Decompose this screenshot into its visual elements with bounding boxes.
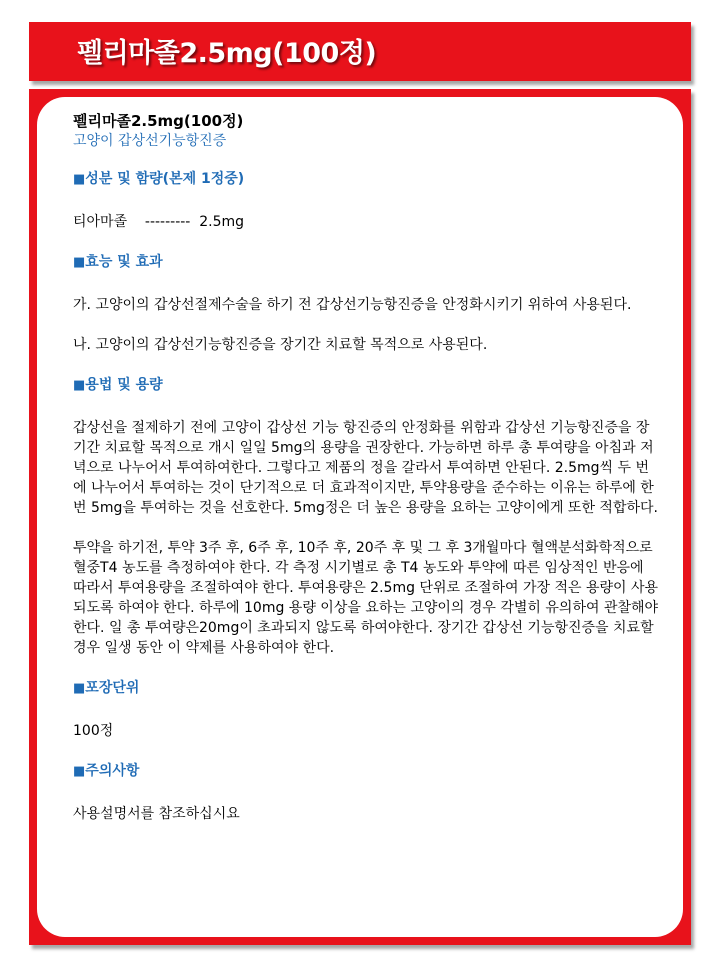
section-heading-efficacy bbox=[73, 252, 659, 273]
efficacy-item: 가. 고양이의 갑상선절제수술을 하기 전 갑상선기능항진증을 안정화시키기 위하여 사용된다. bbox=[73, 297, 632, 313]
title-banner bbox=[29, 22, 691, 81]
heading-text: 주의사항 bbox=[85, 763, 140, 779]
packaging-text: 100정 bbox=[73, 723, 114, 739]
square-bullet-icon: ■ bbox=[73, 764, 86, 779]
dosage-paragraph: 투약을 하기전, 투약 3주 후, 6주 후, 10주 후, 20주 후 및 그 후 3개월마다 혈액분석화학적으로 혈중T4 농도를 측정하여야 한다. 각 측정 시기별로 총 T4 농도와 투약에 따른 임상적인 반응에 따라서 투여용량을 조절하여야 한다. 투여용량은 2.5mg 단위로 조절하여 가장 적은 용량이 사용 되도록 하여야 한다. 하루에 10mg 용량 이상을 요하는 고양이의 경우 각별히 유의하여 관찰해야 한다. 일 총 투여량은20mg이 초과되지 않도록 하여야한다. 장기간 갑상선 기능항진증을 치료할 경우 일생 동안 이 약제를 사용하여야 한다. bbox=[73, 540, 659, 656]
heading-text: 용법 및 용량 bbox=[85, 377, 163, 393]
product-subtitle: 고양이 갑상선기능항진증 bbox=[73, 133, 227, 149]
ingredient-line: 티아마졸 --------- 2.5mg bbox=[73, 214, 245, 230]
square-bullet-icon: ■ bbox=[73, 681, 86, 696]
square-bullet-icon: ■ bbox=[73, 378, 86, 393]
heading-text: 포장단위 bbox=[85, 680, 140, 696]
dosage-paragraph: 갑상선을 절제하기 전에 고양이 갑상선 기능 항진증의 안정화를 위함과 갑상선 기능항진증을 장기간 치료할 목적으로 개시 일일 5mg의 용량을 권장한다. 가능하면 하루 총 투여량을 아침과 저녁으로 나누어서 투여하여한다. 그렇다고 제품의 정을 갈라서 투여하면 안된다. 2.5mg씩 두 번에 나누어서 투여하는 것이 단기적으로 더 효과적이지만, 투약용량을 준수하는 이유는 하루에 한번 5mg을 투여하는 것을 선호한다. 5mg정은 더 높은 용량을 요하는 고양이에게 또한 적합하다. bbox=[73, 420, 658, 516]
page-title: 펠리마졸2.5mg(100정) bbox=[77, 38, 377, 69]
section-heading-ingredients bbox=[73, 169, 659, 190]
section-heading-cautions bbox=[73, 761, 659, 782]
cautions-text: 사용설명서를 참조하십시요 bbox=[73, 806, 240, 822]
content-card bbox=[37, 97, 683, 937]
product-details bbox=[73, 111, 659, 824]
heading-text: 효능 및 효과 bbox=[85, 254, 163, 270]
section-heading-dosage bbox=[73, 375, 659, 396]
square-bullet-icon: ■ bbox=[73, 172, 86, 187]
efficacy-item: 나. 고양이의 갑상선기능항진증을 장기간 치료할 목적으로 사용된다. bbox=[73, 337, 488, 353]
heading-text: 성분 및 함량(본제 1정중) bbox=[85, 171, 245, 187]
content-frame bbox=[29, 89, 691, 945]
product-name: 펠리마졸2.5mg(100정) bbox=[73, 112, 244, 130]
square-bullet-icon: ■ bbox=[73, 255, 86, 270]
section-heading-packaging bbox=[73, 678, 659, 699]
